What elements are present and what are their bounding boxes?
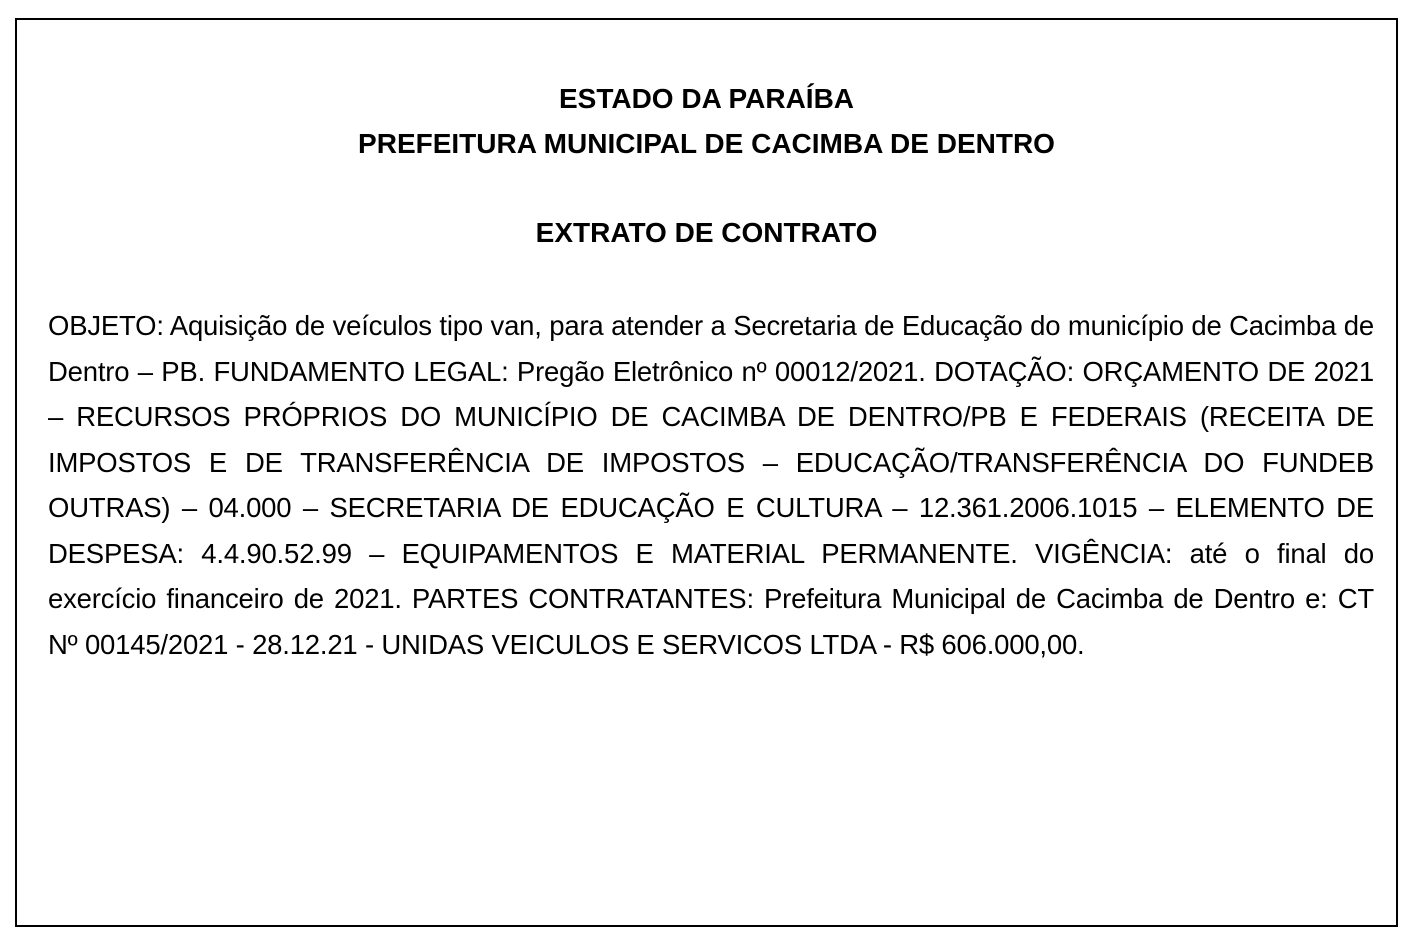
municipality-heading: PREFEITURA MUNICIPAL DE CACIMBA DE DENTRO xyxy=(358,128,1055,159)
state-heading: ESTADO DA PARAÍBA xyxy=(558,83,855,114)
document-header xyxy=(17,76,1396,166)
contract-extract-text: OBJETO: Aquisição de veículos tipo van, para atender a Secretaria de Educação do município de Cacimba de Dentro – PB. FUNDAMENTO LEGAL: Pregão Eletrônico nº 00012/2021. DOTAÇÃO: ORÇAMENTO DE 2021 – RECURSOS PRÓPRIOS DO MUNICÍPIO DE CACIMBA DE DENTRO/PB E FEDERAIS (RECEITA DE IMPOSTOS E DE TRANSFERÊNCIA DE IMPOSTOS – EDUCAÇÃO/TRANSFERÊNCIA DO FUNDEB OUTRAS) – 04.000 – SECRETARIA DE EDUCAÇÃO E CULTURA – 12.361.2006.1015 – ELEMENTO DE DESPESA: 4.4.90.52.99 – EQUIPAMENTOS E MATERIAL PERMANENTE. VIGÊNCIA: até o final do exercício financeiro de 2021. PARTES CONTRATANTES: Prefeitura Municipal de Cacimba de Dentro e: CT Nº 00145/2021 - 28.12.21 - UNIDAS VEICULOS E SERVICOS LTDA - R$ 606.000,00. xyxy=(48,310,1374,660)
document-title: EXTRATO DE CONTRATO xyxy=(535,217,878,248)
document-border xyxy=(15,18,1398,927)
